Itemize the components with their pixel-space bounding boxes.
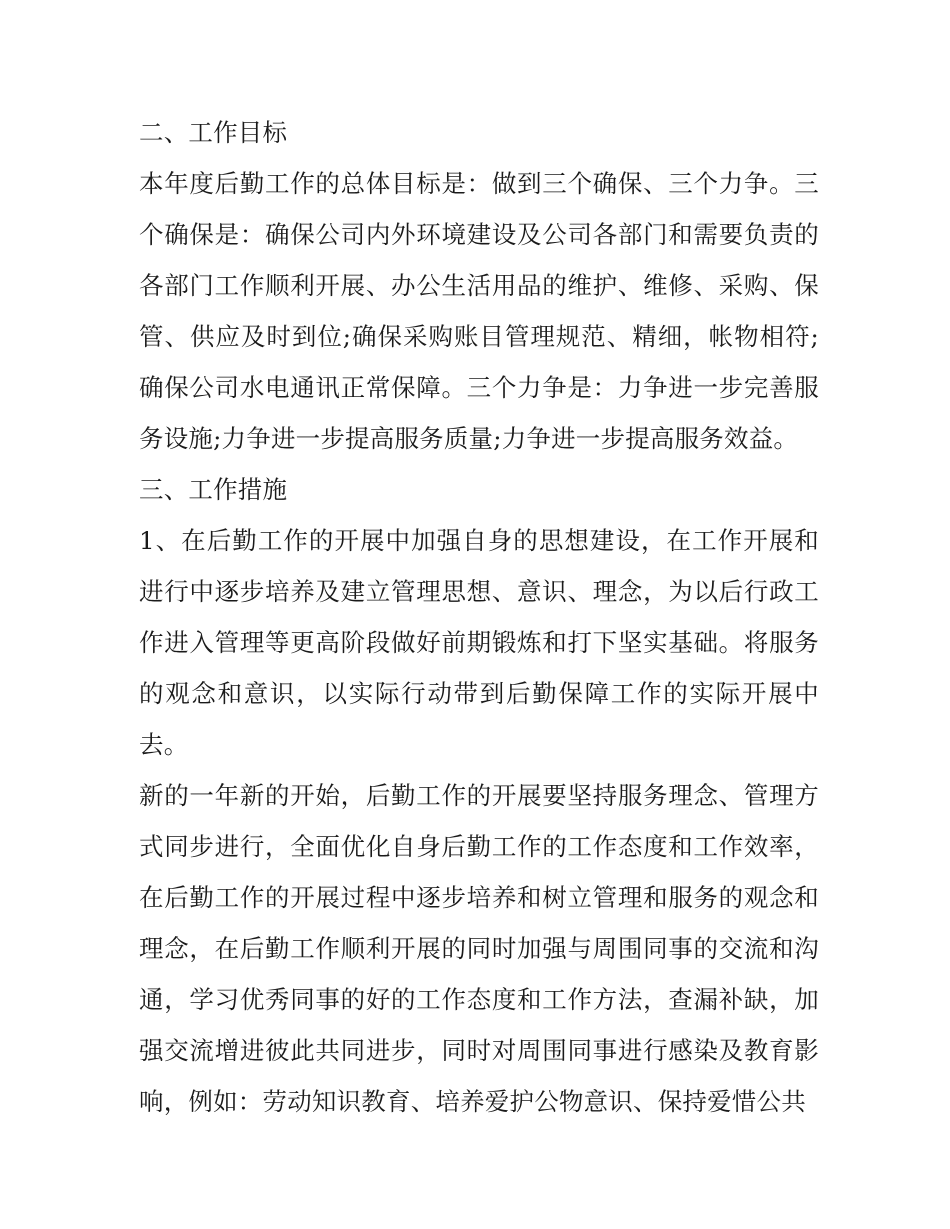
document-body (139, 107, 819, 1127)
measures-paragraph-1: 1、在后勤工作的开展中加强自身的思想建设，在工作开展和进行中逐步培养及建立管理思想、意识、理念，为以后行政工作进入管理等更高阶段做好前期锻炼和打下坚实基础。将服务的观念和意识，以实际行动带到后勤保障工作的实际开展中去。 (139, 526, 819, 759)
goals-paragraph: 本年度后勤工作的总体目标是：做到三个确保、三个力争。三个确保是：确保公司内外环境建设及公司各部门和需要负责的各部门工作顺利开展、办公生活用品的维护、维修、采购、保管、供应及时到位;确保采购账目管理规范、精细，帐物相符;确保公司水电通讯正常保障。三个力争是：力争进一步完善服务设施;力争进一步提高服务质量;力争进一步提高服务效益。 (139, 169, 819, 453)
measures-paragraph-2: 新的一年新的开始，后勤工作的开展要坚持服务理念、管理方式同步进行，全面优化自身后勤工作的工作态度和工作效率，在后勤工作的开展过程中逐步培养和树立管理和服务的观念和理念，在后勤工作顺利开展的同时加强与周围同事的交流和沟通，学习优秀同事的好的工作态度和工作方法，查漏补缺，加强交流增进彼此共同进步，同时对周围同事进行感染及教育影响，例如：劳动知识教育、培养爱护公物意识、保持爱惜公共 (139, 781, 819, 1116)
section-heading-goals: 二、工作目标 (139, 118, 288, 147)
section-heading-measures: 三、工作措施 (139, 475, 288, 504)
